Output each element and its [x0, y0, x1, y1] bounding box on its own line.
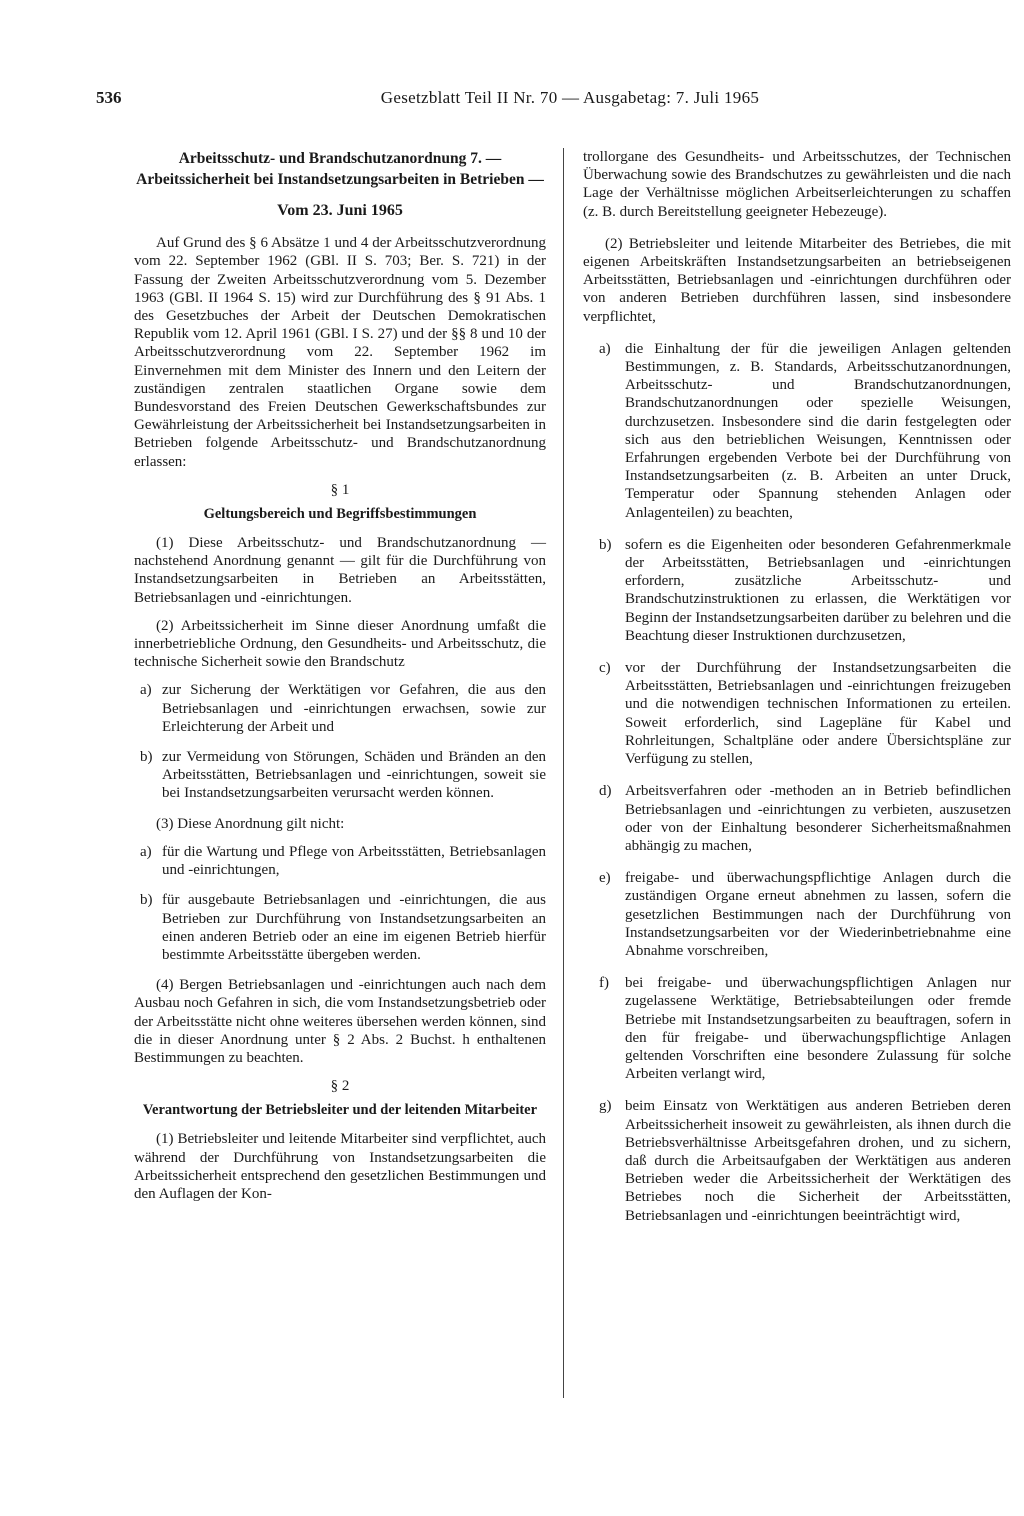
- right-column: [583, 148, 1011, 1239]
- running-head: Gesetzblatt Teil II Nr. 70 — Ausgabetag: 7. Juli 1965: [380, 88, 760, 107]
- section-1-paragraph-3: (3) Diese Anordnung gilt nicht:: [156, 815, 345, 832]
- list-text: vor der Durchführung der Instandsetzungsarbeiten die Arbeitsstätten, Betriebsanlagen und -einrichtungen freizugeben und die notwendigen technischen Informationen zu erteilen. Soweit erforderlich, sind Lagepläne für Kabel und Rohrleitungen, Schaltpläne oder andere Übersichtspläne zur Verfügung zu stellen,: [625, 660, 1011, 768]
- ordinance-date: Vom 23. Juni 1965: [277, 202, 403, 219]
- list-text: freigabe- und überwachungspflichtige Anlagen durch die zuständigen Organe erneut abnehmen zu lassen, sofern die gesetzlichen Bestimmungen nach der Durchführung von Instandsetzungsarbeiten vor der Wiederinbetriebnahme eine Abnahme vorschreiben,: [625, 870, 1011, 959]
- list-marker: a): [599, 340, 611, 357]
- list-item: [599, 869, 1011, 960]
- section-1-title: Geltungsbereich und Begriffsbestimmungen: [203, 506, 477, 523]
- list-item: [140, 748, 546, 803]
- ordinance-title: Arbeitsschutz- und Brandschutzanordnung 7. — Arbeitssicherheit bei Instandsetzungsarbeiten in Betrieben —: [136, 150, 544, 188]
- list-marker: g): [599, 1098, 612, 1115]
- page-number: 536: [96, 88, 122, 107]
- list-item: [599, 974, 1011, 1083]
- list-text: zur Sicherung der Werktätigen vor Gefahren, die aus den Betriebsanlagen und -einrichtungen erwachsen, sowie zur Erleichterung der Arbeit und: [162, 682, 546, 735]
- list-item: [140, 843, 546, 879]
- list-marker: a): [140, 843, 152, 860]
- list-marker: c): [599, 660, 611, 677]
- section-2-paragraph-1: (1) Betriebsleiter und leitende Mitarbeiter sind verpflichtet, auch während der Durchführung von Instandsetzungsarbeiten die Arbeitssicherheit entsprechend den gesetzlichen Bestimmungen und den Auflagen der Kon-: [134, 1131, 546, 1202]
- list-marker: b): [599, 536, 612, 553]
- list-text: beim Einsatz von Werktätigen aus anderen Betrieben deren Arbeitssicherheit insoweit zu gewährleisten, als ihnen durch die Betriebsverhältnisse Arbeitsgefahren drohen, und zu sichern, daß durch die Arbeitsaufgaben der Werktätigen aus anderen Betrieben weder die Arbeitssicherheit der Werktätigen des Betriebes noch die Sicherheit der Arbeitsstätten, Betriebsanlagen und -einrichtungen beeinträchtigt wird,: [625, 1098, 1011, 1224]
- section-2-heading: § 2: [330, 1078, 350, 1095]
- list-item: [599, 659, 1011, 768]
- column-divider: [563, 148, 564, 1398]
- list-item: [599, 536, 1011, 645]
- section-1-paragraph-4: (4) Bergen Betriebsanlagen und -einrichtungen auch nach dem Ausbau noch Gefahren in sich, die vom Instandsetzungsbetrieb oder der Arbeitsstätte nicht ohne weiteres übersehen werden können, sind die in dieser Anordnung unter § 2 Abs. 2 Buchst. h enthaltenen Bestimmungen zu beachten.: [134, 977, 546, 1066]
- section-1-paragraph-2: (2) Arbeitssicherheit im Sinne dieser Anordnung umfaßt die innerbetriebliche Ordnung, den Gesundheits- und Arbeitsschutz, die technische Sicherheit sowie den Brandschutz: [134, 617, 546, 671]
- section-1-paragraph-1: (1) Diese Arbeitsschutz- und Brandschutzanordnung — nachstehend Anordnung genannt — gilt für die Durchführung von Instandsetzungsarbeiten in Betrieben an Arbeitsstätten, Betriebsanlagen und -einrichtungen.: [134, 535, 546, 606]
- section-2-title: Verantwortung der Betriebsleiter und der leitenden Mitarbeiter: [142, 1102, 538, 1119]
- list-item: [140, 891, 546, 964]
- list-item: [599, 340, 1011, 522]
- list-marker: f): [599, 975, 609, 992]
- list-text: für ausgebaute Betriebsanlagen und -einrichtungen, die aus Betrieben zur Durchführung von Instandsetzungsarbeiten an einen anderen Betrieb oder an eine im eigenen Betrieb hierfür bestimmte Arbeitsstätte übergeben werden.: [162, 892, 546, 963]
- list-text: Arbeitsverfahren oder -methoden an in Betrieb befindlichen Betriebsanlagen und -einrichtungen zu verbieten, auszusetzen oder von der Einhaltung besonderer Sicherheitsmaßnahmen abhängig zu machen,: [625, 783, 1011, 854]
- section-1-heading: § 1: [330, 481, 350, 498]
- left-column: [134, 148, 546, 1213]
- list-marker: d): [599, 783, 612, 800]
- list-text: für die Wartung und Pflege von Arbeitsstätten, Betriebsanlagen und -einrichtungen,: [162, 843, 546, 879]
- list-item: [599, 782, 1011, 855]
- list-text: zur Vermeidung von Störungen, Schäden und Bränden an den Arbeitsstätten, Betriebsanlagen und -einrichtungen, soweit sie bei Instandsetzungsarbeiten verursacht werden können.: [162, 749, 546, 802]
- section-2-paragraph-2: (2) Betriebsleiter und leitende Mitarbeiter des Betriebes, die mit eigenen Arbeitskräften Instandsetzungsarbeiten an betriebseigenen Arbeitsstätten, Betriebsanlagen und -einrichtungen durchführen oder von anderen Betrieben durchführen lassen, sind insbesondere verpflichtet,: [583, 235, 1011, 325]
- list-item: [140, 681, 546, 736]
- list-marker: b): [140, 892, 153, 909]
- preamble: Auf Grund des § 6 Absätze 1 und 4 der Arbeitsschutzverordnung vom 22. September 1962 (GBl. II S. 703; Ber. S. 721) in der Fassung der Zweiten Arbeitsschutzverordnung vom 5. Dezember 1963 (GBl. II 1964 S. 15) wird zur Durchführung des § 91 Abs. 1 des Gesetzbuches der Arbeit der Deutschen Demokratischen Republik vom 12. April 1961 (GBl. I S. 27) und der §§ 8 und 10 der Arbeitsschutzverordnung vom 22. September 1962 im Einvernehmen mit dem Minister des Innern und den Leitern der zuständigen zentralen staatlichen Organe sowie dem Bundesvorstand des Freien Deutschen Gewerkschaftsbundes zur Gewährleistung der Arbeitssicherheit bei Instandsetzungsarbeiten in Betrieben folgende Arbeitsschutz- und Brandschutzanordnung erlassen:: [134, 235, 546, 470]
- list-item: [599, 1097, 1011, 1224]
- list-text: bei freigabe- und überwachungspflichtigen Anlagen nur zugelassene Werktätige, Betriebsabteilungen oder fremde Betriebe mit Instandsetzungsarbeiten zu beauftragen, sofern in den für freigabe- und überwachungspflichtige Anlagen geltenden Vorschriften eine besondere Zulassung für solche Arbeiten verlangt wird,: [625, 975, 1011, 1083]
- list-text: die Einhaltung der für die jeweiligen Anlagen geltenden Bestimmungen, z. B. Standards, Arbeitsschutzanordnungen, Arbeitsschutz- und Brandschutzanordnungen, Brandschutzanordnungen oder spezielle Weisungen, durchzusetzen. Insbesondere sind die darin festgelegten oder sich aus den betrieblichen Weisungen, Kenntnissen oder Erfahrungen ergebenden Verbote bei der Durchführung von Instandsetzungsarbeiten (z. B. Arbeiten an unter Druck, Temperatur oder Spannung stehenden Anlagen oder Anlagenteilen) zu beachten,: [625, 340, 1011, 521]
- list-text: sofern es die Eigenheiten oder besonderen Gefahrenmerkmale der Arbeitsstätten, Betriebsanlagen und -einrichtungen erfordern, zusätzliche Arbeitsschutz- und Brandschutzinstruktionen zu erlassen, die Werktätigen vor Beginn der Instandsetzungsarbeiten darüber zu belehren und die Beachtung dieser Instruktionen durchzusetzen,: [625, 536, 1011, 644]
- list-marker: a): [140, 682, 152, 699]
- continuation-text: trollorgane des Gesundheits- und Arbeitsschutzes, der Technischen Überwachung sowie des Brandschutzes zu gewährleisten und die nach Lage der Verhältnisse möglichen Arbeitserleichterungen zu schaffen (z. B. durch Bereitstellung geeigneter Hebezeuge).: [583, 149, 1011, 220]
- list-marker: b): [140, 749, 153, 766]
- list-marker: e): [599, 870, 611, 887]
